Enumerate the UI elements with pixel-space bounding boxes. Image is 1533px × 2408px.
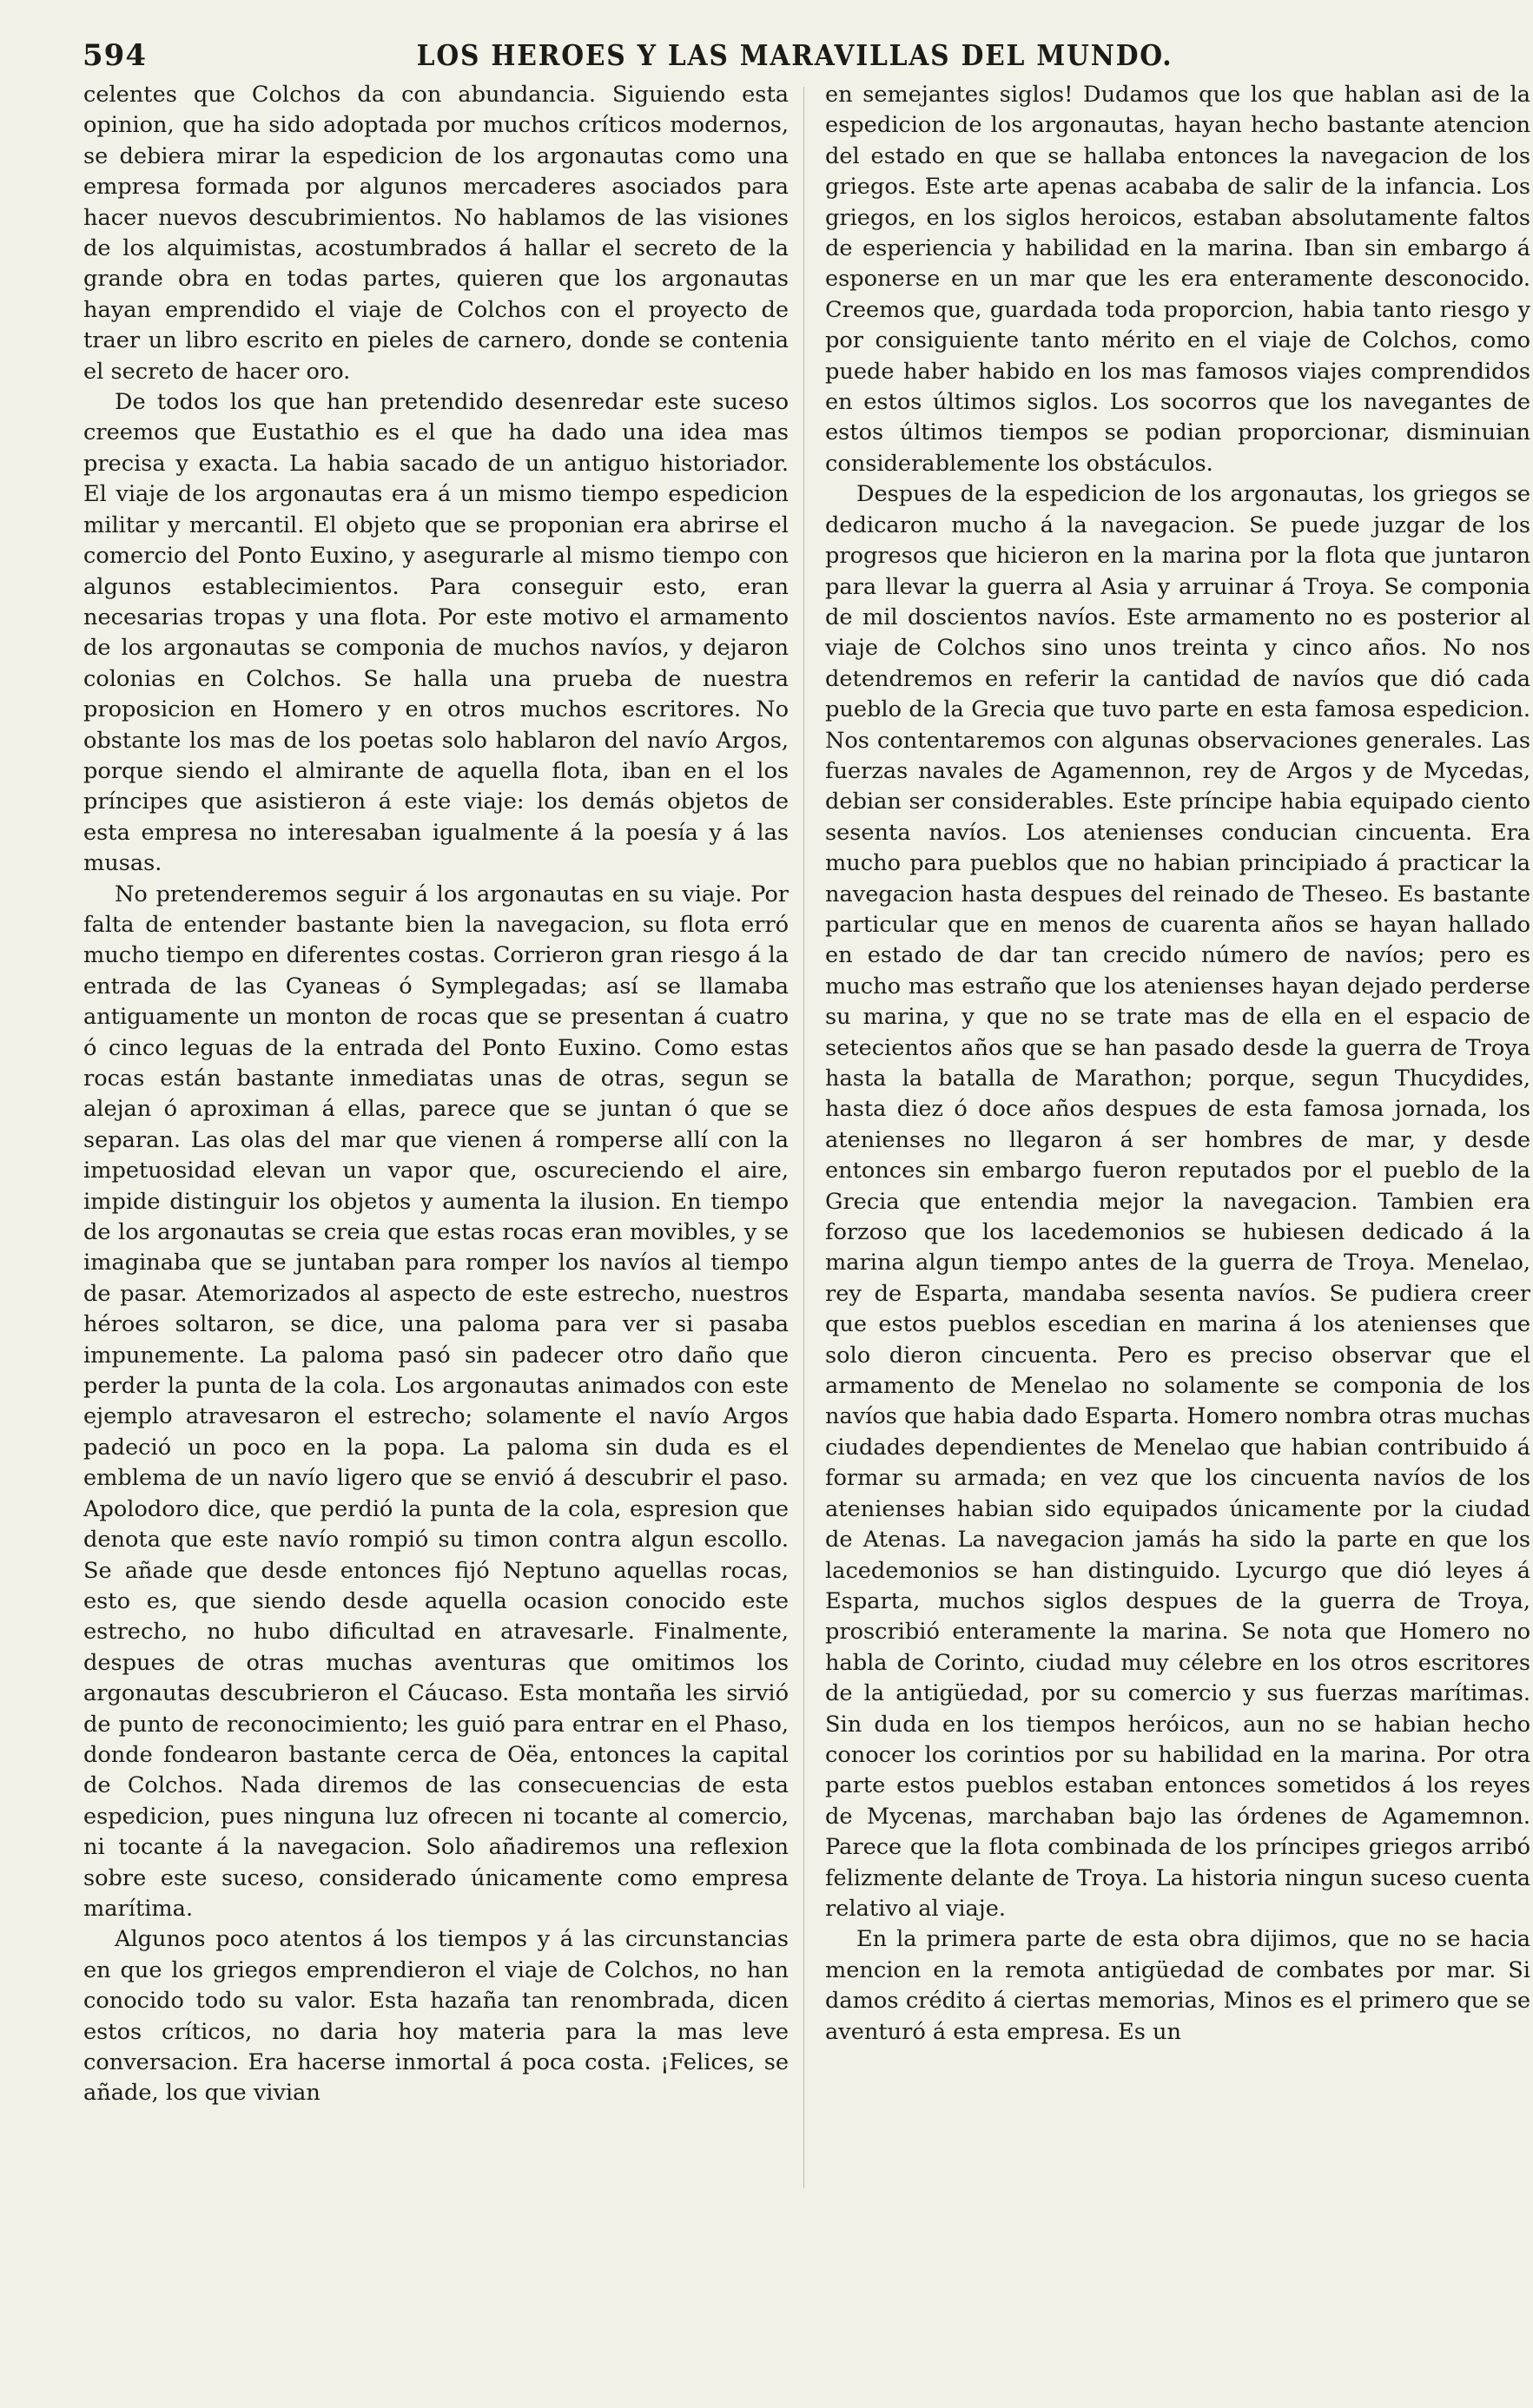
paragraph: celentes que Colchos da con abundancia. Siguiendo esta opinion, que ha sido adoptada por muchos críticos modernos, se debiera mirar la espedicion de los argonautas como una empresa formada por algunos mercaderes asociados para hacer nuevos descubrimientos. No hablamos de las visiones de los alquimistas, acostumbrados á hallar el secreto de la grande obra en todas partes, quieren que los argonautas hayan emprendido el viaje de Colchos con el proyecto de traer un libro escrito en pieles de carnero, donde se contenia el secreto de hacer oro. [83, 82, 789, 385]
paragraph: Algunos poco atentos á los tiempos y á las circunstancias en que los griegos emprendieron el viaje de Colchos, no han conocido todo su valor. Esta hazaña tan renombrada, dicen estos críticos, no daria hoy materia para la mas leve conversacion. Era hacerse inmortal á poca costa. ¡Felices, se añade, los que vivian [83, 1926, 789, 2107]
page-header [83, 38, 1507, 78]
running-title: LOS HEROES Y LAS MARAVILLAS DEL MUNDO. [416, 38, 1173, 72]
paragraph: Despues de la espedicion de los argonautas, los griegos se dedicaron mucho á la navegacion. Se puede juzgar de los progresos que hicieron en la marina por la flota que juntaron para llevar la guerra al Asia y arruinar á Troya. Se componia de mil doscientos navíos. Este armamento no es posterior al viaje de Colchos sino unos treinta y cinco años. No nos detendremos en referir la cantidad de navíos que dió cada pueblo de la Grecia que tuvo parte en esta famosa espedicion. Nos contentaremos con algunas observaciones generales. Las fuerzas navales de Agamennon, rey de Argos y de Mycedas, debian ser considerables. Este príncipe habia equipado ciento sesenta navíos. Los atenienses conducian cincuenta. Era mucho para pueblos que no habian principiado á practicar la navegacion hasta despues del reinado de Theseo. Es bastante particular que en menos de cuarenta años se hayan hallado en estado de dar tan crecido número de navíos; pero es mucho mas estraño que los atenienses hayan dejado perderse su marina, y que no se trate mas de ella en el espacio de setecientos años que se han pasado desde la guerra de Troya hasta la batalla de Marathon; porque, segun Thucydides, hasta diez ó doce años despues de esta famosa jornada, los atenienses no llegaron á ser hombres de mar, y desde entonces sin embargo fueron reputados por el pueblo de la Grecia que entendia mejor la navegacion. Tambien era forzoso que los lacedemonios se hubiesen dedicado á la marina algun tiempo antes de la guerra de Troya. Menelao, rey de Esparta, mandaba sesenta navíos. Se pudiera creer que estos pueblos escedian en marina á los atenienses que solo dieron cincuenta. Pero es preciso observar que el armamento de Menelao no solamente se componia de los navíos que habia dado Esparta. Homero nombra otras muchas ciudades dependientes de Menelao que habian contribuido á formar su armada; en vez que los cincuenta navíos de los atenienses habian sido equipados únicamente por la ciudad de Atenas. La navegacion jamás ha sido la parte en que los lacedemonios se han distinguido. Lycurgo que dió leyes á Esparta, muchos siglos despues de la guerra de Troya, proscribió enteramente la marina. Se nota que Homero no habla de Corinto, ciudad muy célebre en los otros escritores de la antigüedad, por su comercio y sus fuerzas marítimas. Sin duda en los tiempos heróicos, aun no se habian hecho conocer los corintios por su habilidad en la marina. Por otra parte estos pueblos estaban entonces sometidos á los reyes de Mycenas, marchaban bajo las órdenes de Agamemnon. Parece que la flota combinada de los príncipes griegos arribó felizmente delante de Troya. La historia ningun suceso cuenta relativo al viaje. [825, 481, 1530, 1922]
left-column [83, 80, 789, 2390]
right-column [825, 80, 1530, 2390]
paragraph: No pretenderemos seguir á los argonautas en su viaje. Por falta de entender bastante bien la navegacion, su flota erró mucho tiempo en diferentes costas. Corrieron gran riesgo á la entrada de las Cyaneas ó Symplegadas; así se llamaba antiguamente un monton de rocas que se presentan á cuatro ó cinco leguas de la entrada del Ponto Euxino. Como estas rocas están bastante inmediatas unas de otras, segun se alejan ó aproximan á ellas, parece que se juntan ó que se separan. Las olas del mar que vienen á romperse allí con la impetuosidad elevan un vapor que, oscureciendo el aire, impide distinguir los objetos y aumenta la ilusion. En tiempo de los argonautas se creia que estas rocas eran movibles, y se imaginaba que se juntaban para romper los navíos al tiempo de pasar. Atemorizados al aspecto de este estrecho, nuestros héroes soltaron, se dice, una paloma para ver si pasaba impunemente. La paloma pasó sin padecer otro daño que perder la punta de la cola. Los argonautas animados con este ejemplo atravesaron el estrecho; solamente el navío Argos padeció un poco en la popa. La paloma sin duda es el emblema de un navío ligero que se envió á descubrir el paso. Apolodoro dice, que perdió la punta de la cola, espresion que denota que este navío rompió su timon contra algun escollo. Se añade que desde entonces fijó Neptuno aquellas rocas, esto es, que siendo desde aquella ocasion conocido este estrecho, no hubo dificultad en atravesarle. Finalmente, despues de otras muchas aventuras que omitimos los argonautas descubrieron el Cáucaso. Esta montaña les sirvió de punto de reconocimiento; les guió para entrar en el Phaso, donde fondearon bastante cerca de Oëa, entonces la capital de Colchos. Nada diremos de las consecuencias de esta espedicion, pues ninguna luz ofrecen ni tocante al comercio, ni tocante á la navegacion. Solo añadiremos una reflexion sobre este suceso, considerado únicamente como empresa marítima. [83, 881, 789, 1922]
paragraph: De todos los que han pretendido desenredar este suceso creemos que Eustathio es el que ha dado una idea mas precisa y exacta. La habia sacado de un antiguo historiador. El viaje de los argonautas era á un mismo tiempo espedicion militar y mercantil. El objeto que se proponian era abrirse el comercio del Ponto Euxino, y asegurarle al mismo tiempo con algunos establecimientos. Para conseguir esto, eran necesarias tropas y una flota. Por este motivo el armamento de los argonautas se componia de muchos navíos, y dejaron colonias en Colchos. Se halla una prueba de nuestra proposicion en Homero y en otros muchos escritores. No obstante los mas de los poetas solo hablaron del navío Argos, porque siendo el almirante de aquella flota, iban en el los príncipes que asistieron á este viaje: los demás objetos de esta empresa no interesaban igualmente á la poesía y á las musas. [83, 389, 789, 877]
column-divider [803, 87, 804, 2188]
paragraph: en semejantes siglos! Dudamos que los que hablan asi de la espedicion de los argonautas, hayan hecho bastante atencion del estado en que se hallaba entonces la navegacion de los griegos. Este arte apenas acababa de salir de la infancia. Los griegos, en los siglos heroicos, estaban absolutamente faltos de esperiencia y habilidad en la marina. Iban sin embargo á esponerse en un mar que les era enteramente desconocido. Creemos que, guardada toda proporcion, habia tanto riesgo y por consiguiente tanto mérito en el viaje de Colchos, como puede haber habido en los mas famosos viajes comprendidos en estos últimos siglos. Los socorros que los navegantes de estos últimos tiempos se podian proporcionar, disminuian considerablemente los obstáculos. [825, 82, 1530, 477]
page-number: 594 [83, 38, 147, 73]
paragraph: En la primera parte de esta obra dijimos, que no se hacia mencion en la remota antigüedad de combates por mar. Si damos crédito á ciertas memorias, Minos es el primero que se aventuró á esta empresa. Es un [825, 1926, 1530, 2045]
